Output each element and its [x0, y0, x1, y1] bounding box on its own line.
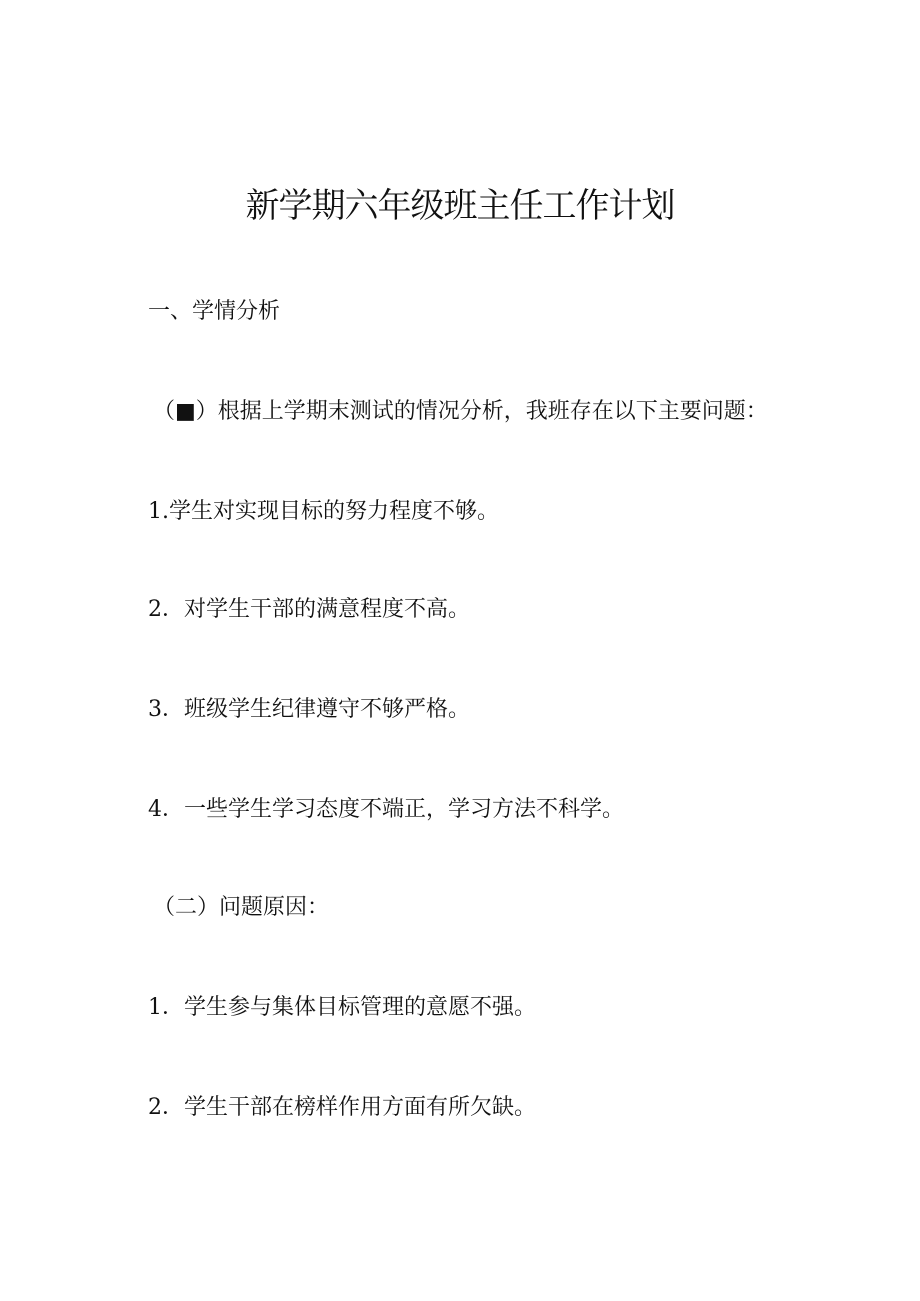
problem-item-4: 4．一些学生学习态度不端正，学习方法不科学。	[148, 797, 624, 822]
cause-item-1: 1．学生参与集体目标管理的意愿不强。	[148, 995, 536, 1020]
document-title: 新学期六年级班主任工作计划	[245, 186, 675, 226]
section-heading-analysis: 一、学情分析	[148, 299, 281, 324]
cause-item-2: 2．学生干部在榜样作用方面有所欠缺。	[148, 1095, 536, 1120]
subsection-heading-causes: （二）问题原因：	[153, 895, 330, 920]
problem-item-1: 1.学生对实现目标的努力程度不够。	[148, 499, 499, 524]
problem-item-3: 3．班级学生纪律遵守不够严格。	[148, 697, 470, 722]
problem-item-2: 2．对学生干部的满意程度不高。	[148, 597, 470, 622]
subsection-heading-problems: （■）根据上学期末测试的情况分析，我班存在以下主要问题：	[153, 399, 768, 424]
